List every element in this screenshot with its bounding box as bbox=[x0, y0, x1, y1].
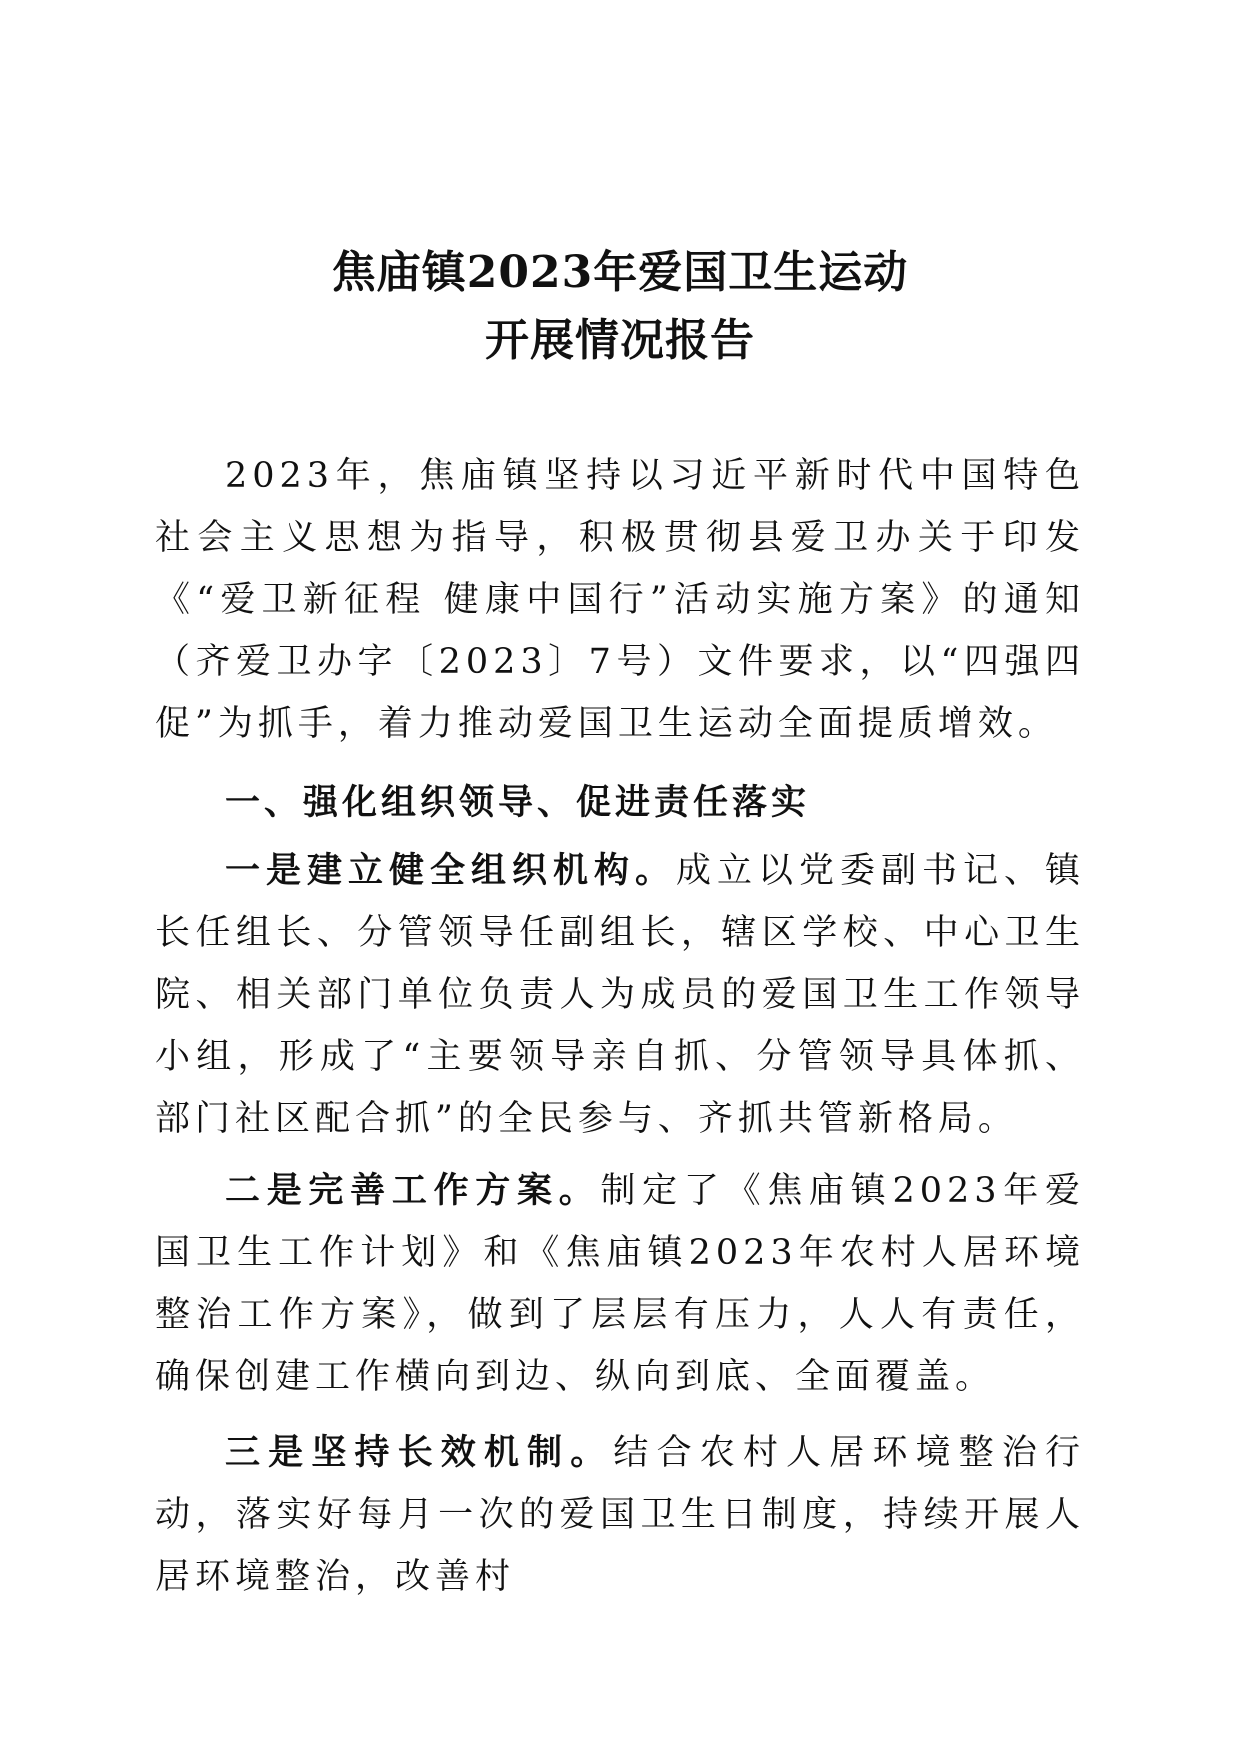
paragraph-lead: 一是建立健全组织机构。 bbox=[225, 850, 676, 891]
paragraph-lead: 三是坚持长效机制。 bbox=[225, 1432, 614, 1473]
paragraph-text: 制定了《焦庙镇2023年爱国卫生工作计划》和《焦庙镇2023年农村人居环境整治工作方案》，做到了层层有压力，人人有责任，确保创建工作横向到边、纵向到底、全面覆盖。 bbox=[155, 1171, 1085, 1397]
paragraph-plan bbox=[155, 1160, 1085, 1408]
paragraph-text: 结合农村人居环境整治行动，落实好每月一次的爱国卫生日制度，持续开展人居环境整治，改善村 bbox=[155, 1433, 1085, 1597]
paragraph-organization bbox=[155, 840, 1085, 1150]
paragraph-mechanism bbox=[155, 1422, 1085, 1608]
section-heading: 一、强化组织领导、促进责任落实 bbox=[225, 782, 811, 823]
paragraph-lead: 二是完善工作方案。 bbox=[225, 1170, 601, 1211]
paragraph-text: 成立以党委副书记、镇长任组长、分管领导任副组长，辖区学校、中心卫生院、相关部门单位负责人为成员的爱国卫生工作领导小组，形成了“主要领导亲自抓、分管领导具体抓、部门社区配合抓”的全民参与、齐抓共管新格局。 bbox=[155, 851, 1085, 1139]
document-title-line-2: 开展情况报告 bbox=[485, 315, 755, 366]
document-title-line-1: 焦庙镇2023年爱国卫生运动 bbox=[331, 247, 909, 298]
intro-paragraph: 2023年，焦庙镇坚持以习近平新时代中国特色社会主义思想为指导，积极贯彻县爱卫办关于印发《“爱卫新征程 健康中国行”活动实施方案》的通知（齐爱卫办字〔2023〕7号）文件要求，以“四强四促”为抓手，着力推动爱国卫生运动全面提质增效。 bbox=[155, 456, 1085, 744]
